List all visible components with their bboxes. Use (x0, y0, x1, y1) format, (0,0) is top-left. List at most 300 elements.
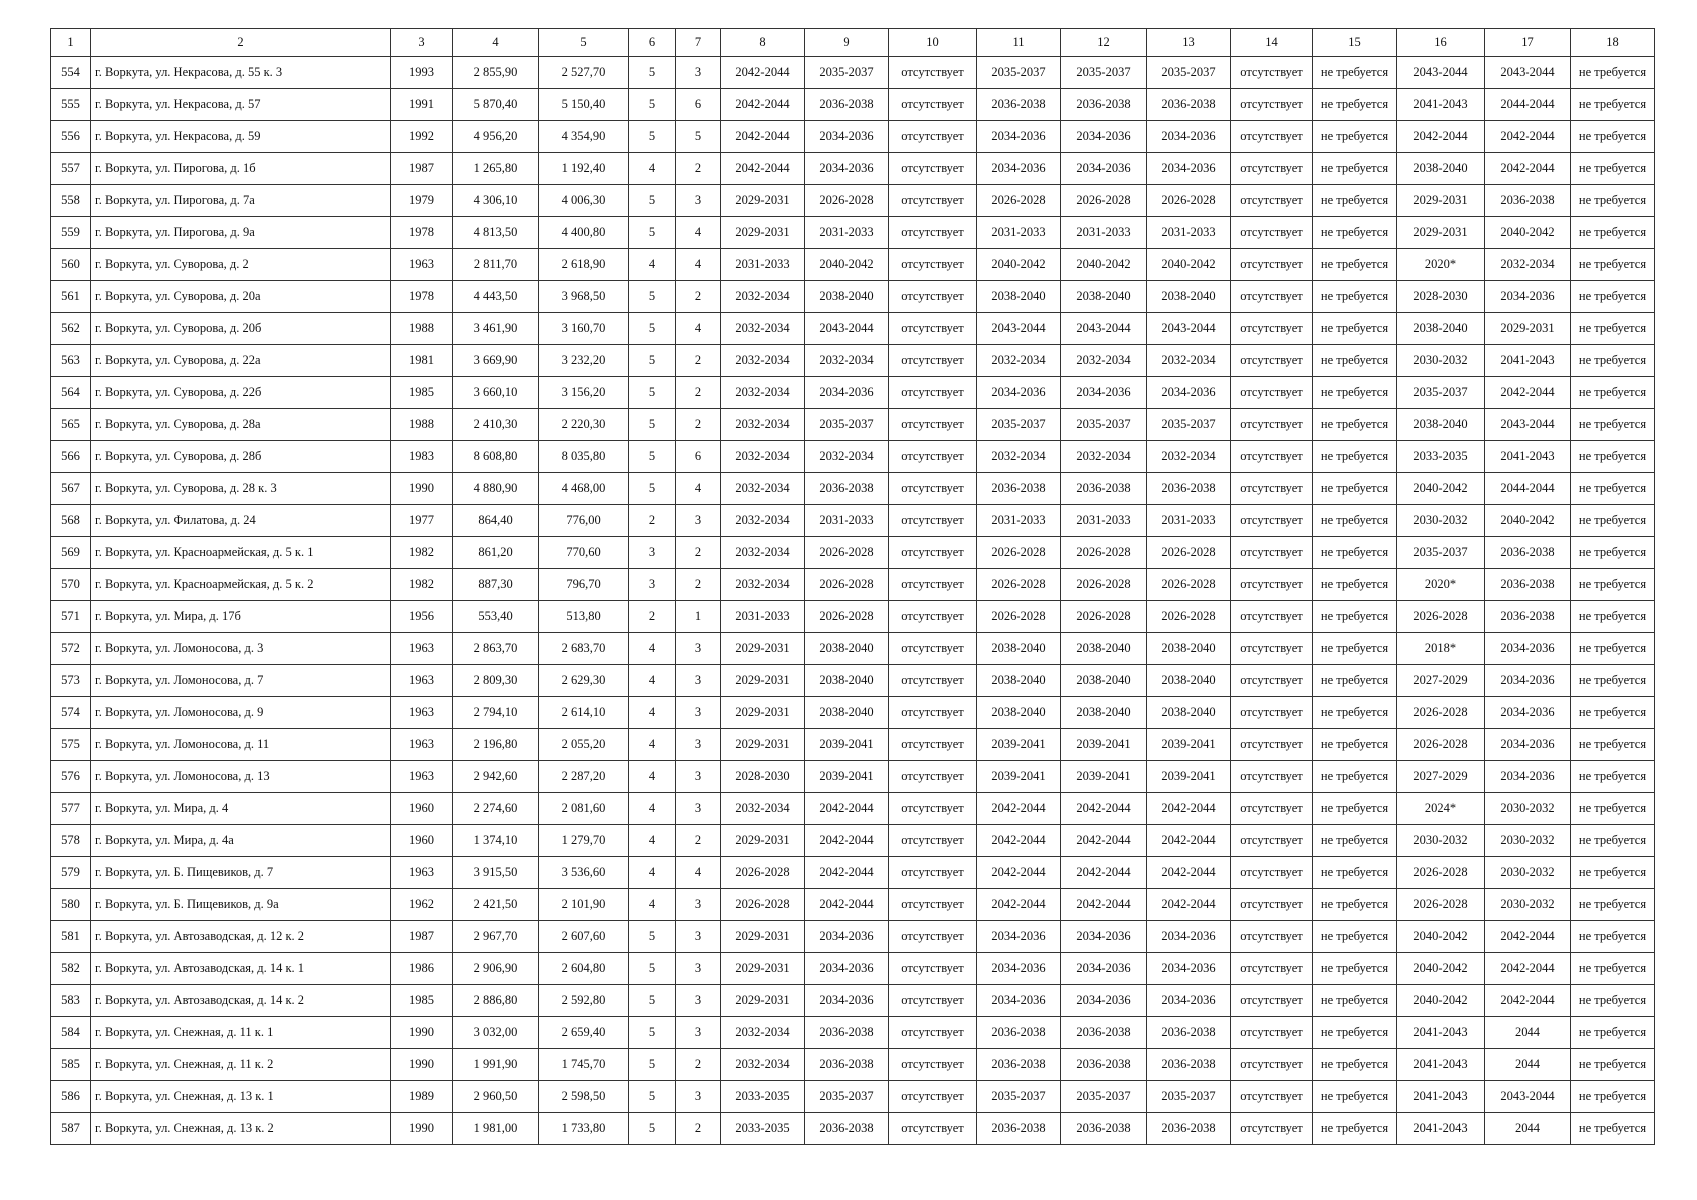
table-cell: 2035-2037 (1397, 537, 1485, 569)
table-cell: 2040-2042 (1397, 921, 1485, 953)
table-cell: 3 (676, 889, 721, 921)
table-cell: не требуется (1571, 665, 1655, 697)
table-cell: 2044-2044 (1485, 473, 1571, 505)
table-cell: 2030-2032 (1397, 825, 1485, 857)
table-cell: 2032-2034 (721, 569, 805, 601)
table-cell: 1978 (391, 281, 453, 313)
table-cell: 2036-2038 (1147, 1017, 1231, 1049)
table-cell: 2034-2036 (805, 985, 889, 1017)
table-row (51, 249, 1655, 281)
table-cell: отсутствует (1231, 921, 1313, 953)
table-cell: 2 410,30 (453, 409, 539, 441)
table-cell: не требуется (1313, 537, 1397, 569)
table-cell: 1977 (391, 505, 453, 537)
table-cell: 2 287,20 (539, 761, 629, 793)
table-cell: 2026-2028 (721, 889, 805, 921)
table-cell: 2034-2036 (1061, 153, 1147, 185)
table-cell: 2032-2034 (721, 537, 805, 569)
table-row (51, 217, 1655, 249)
table-cell: 1 265,80 (453, 153, 539, 185)
table-cell: отсутствует (889, 1113, 977, 1145)
table-cell: 2042-2044 (805, 825, 889, 857)
table-cell: 3 660,10 (453, 377, 539, 409)
table-cell: 2 527,70 (539, 57, 629, 89)
table-cell: 5 (629, 953, 676, 985)
table-cell: 5 (629, 1113, 676, 1145)
table-cell: 5 870,40 (453, 89, 539, 121)
table-cell: 2036-2038 (1485, 185, 1571, 217)
table-cell: 6 (676, 89, 721, 121)
row-number-cell: 558 (51, 185, 91, 217)
table-row (51, 313, 1655, 345)
table-cell: 4 (629, 761, 676, 793)
table-cell: не требуется (1571, 281, 1655, 313)
table-cell: 2 906,90 (453, 953, 539, 985)
table-cell: 2036-2038 (1061, 473, 1147, 505)
table-cell: 2026-2028 (1147, 185, 1231, 217)
table-cell: 2042-2044 (721, 153, 805, 185)
address-cell: г. Воркута, ул. Снежная, д. 11 к. 1 (91, 1017, 391, 1049)
table-cell: 553,40 (453, 601, 539, 633)
table-cell: 2036-2038 (1485, 537, 1571, 569)
table-row (51, 1017, 1655, 1049)
row-number-cell: 561 (51, 281, 91, 313)
table-cell: не требуется (1571, 185, 1655, 217)
table-cell: 5 (629, 1081, 676, 1113)
table-cell: 2026-2028 (1397, 697, 1485, 729)
table-cell: 2034-2036 (977, 921, 1061, 953)
table-cell: 2032-2034 (721, 793, 805, 825)
table-cell: отсутствует (1231, 985, 1313, 1017)
table-cell: 2027-2029 (1397, 761, 1485, 793)
table-cell: 5 (629, 921, 676, 953)
table-cell: 4 (676, 217, 721, 249)
table-cell: 4 400,80 (539, 217, 629, 249)
table-cell: отсутствует (889, 953, 977, 985)
table-row (51, 57, 1655, 89)
table-cell: не требуется (1571, 985, 1655, 1017)
address-cell: г. Воркута, ул. Суворова, д. 28а (91, 409, 391, 441)
table-cell: 1 733,80 (539, 1113, 629, 1145)
table-cell: 3 (676, 633, 721, 665)
address-cell: г. Воркута, ул. Мира, д. 17б (91, 601, 391, 633)
table-row (51, 761, 1655, 793)
table-cell: 2031-2033 (1061, 217, 1147, 249)
table-cell: отсутствует (1231, 409, 1313, 441)
table-cell: 3 156,20 (539, 377, 629, 409)
table-cell: 2040-2042 (1397, 985, 1485, 1017)
row-number-cell: 570 (51, 569, 91, 601)
table-cell: 2043-2044 (1147, 313, 1231, 345)
table-cell: не требуется (1313, 729, 1397, 761)
table-cell: 8 608,80 (453, 441, 539, 473)
table-cell: 2 (629, 505, 676, 537)
table-row (51, 825, 1655, 857)
table-cell: 2026-2028 (977, 537, 1061, 569)
table-cell: отсутствует (889, 761, 977, 793)
table-cell: 5 (629, 473, 676, 505)
table-cell: 2042-2044 (1147, 857, 1231, 889)
table-cell: 2032-2034 (721, 1049, 805, 1081)
table-cell: 3 (676, 185, 721, 217)
table-cell: 5 (629, 185, 676, 217)
table-cell: отсутствует (889, 1017, 977, 1049)
table-cell: 2042-2044 (1485, 377, 1571, 409)
address-cell: г. Воркута, ул. Ломоносова, д. 13 (91, 761, 391, 793)
table-cell: 2029-2031 (721, 633, 805, 665)
address-cell: г. Воркута, ул. Красноармейская, д. 5 к. 1 (91, 537, 391, 569)
table-cell: не требуется (1571, 569, 1655, 601)
table-cell: 2 855,90 (453, 57, 539, 89)
table-cell: 2036-2038 (977, 89, 1061, 121)
table-cell: 1982 (391, 569, 453, 601)
table-cell: 2036-2038 (1147, 1113, 1231, 1145)
table-cell: 2 811,70 (453, 249, 539, 281)
table-cell: отсутствует (889, 665, 977, 697)
table-cell: 2038-2040 (977, 633, 1061, 665)
table-cell: не требуется (1571, 377, 1655, 409)
table-row (51, 345, 1655, 377)
table-cell: 2036-2038 (1061, 1017, 1147, 1049)
column-number-row (51, 29, 1655, 57)
table-cell: 2 794,10 (453, 697, 539, 729)
table-cell: 2035-2037 (977, 57, 1061, 89)
table-cell: не требуется (1313, 1113, 1397, 1145)
table-cell: 4 443,50 (453, 281, 539, 313)
table-cell: 2029-2031 (1485, 313, 1571, 345)
table-cell: отсутствует (889, 441, 977, 473)
address-cell: г. Воркута, ул. Красноармейская, д. 5 к. 2 (91, 569, 391, 601)
table-cell: 2038-2040 (1397, 153, 1485, 185)
table-cell: 2026-2028 (1147, 537, 1231, 569)
table-cell: 2042-2044 (1061, 889, 1147, 921)
table-cell: 2029-2031 (721, 985, 805, 1017)
table-cell: 4 (629, 825, 676, 857)
table-row (51, 409, 1655, 441)
table-cell: 1983 (391, 441, 453, 473)
table-cell: 2 629,30 (539, 665, 629, 697)
table-cell: 2036-2038 (805, 1113, 889, 1145)
table-cell: 5 (629, 281, 676, 313)
table-cell: 2034-2036 (1485, 281, 1571, 313)
table-cell: 2035-2037 (1061, 1081, 1147, 1113)
table-cell: 3 232,20 (539, 345, 629, 377)
table-cell: 2035-2037 (1147, 1081, 1231, 1113)
table-cell: 1991 (391, 89, 453, 121)
table-cell: 2035-2037 (805, 1081, 889, 1113)
table-cell: 4 (676, 473, 721, 505)
column-number-cell: 9 (805, 29, 889, 57)
table-cell: 776,00 (539, 505, 629, 537)
table-row (51, 1049, 1655, 1081)
row-number-cell: 584 (51, 1017, 91, 1049)
column-number-cell: 3 (391, 29, 453, 57)
table-cell: не требуется (1571, 121, 1655, 153)
table-cell: 2032-2034 (977, 345, 1061, 377)
table-row (51, 729, 1655, 761)
row-number-cell: 572 (51, 633, 91, 665)
table-cell: 2032-2034 (721, 409, 805, 441)
table-cell: 2042-2044 (805, 793, 889, 825)
table-cell: не требуется (1571, 825, 1655, 857)
table-cell: 2041-2043 (1397, 1017, 1485, 1049)
table-cell: отсутствует (889, 633, 977, 665)
table-cell: отсутствует (889, 281, 977, 313)
table-cell: 2038-2040 (805, 665, 889, 697)
row-number-cell: 578 (51, 825, 91, 857)
table-row (51, 857, 1655, 889)
table-cell: 2042-2044 (1485, 985, 1571, 1017)
row-number-cell: 580 (51, 889, 91, 921)
table-cell: 1987 (391, 153, 453, 185)
table-cell: 2031-2033 (1061, 505, 1147, 537)
table-cell: отсутствует (1231, 153, 1313, 185)
table-cell: 2030-2032 (1485, 825, 1571, 857)
table-cell: отсутствует (889, 857, 977, 889)
table-cell: отсутствует (889, 217, 977, 249)
table-cell: отсутствует (1231, 729, 1313, 761)
table-cell: 2041-2043 (1397, 1113, 1485, 1145)
table-cell: 2 592,80 (539, 985, 629, 1017)
table-cell: 2038-2040 (805, 633, 889, 665)
table-cell: отсутствует (1231, 313, 1313, 345)
table-cell: 2042-2044 (1061, 793, 1147, 825)
table-cell: 3 (676, 985, 721, 1017)
table-cell: не требуется (1571, 857, 1655, 889)
table-cell: 1978 (391, 217, 453, 249)
table-cell: 2 598,50 (539, 1081, 629, 1113)
table-cell: отсутствует (889, 729, 977, 761)
table-cell: 2 683,70 (539, 633, 629, 665)
table-cell: 4 (629, 729, 676, 761)
row-number-cell: 564 (51, 377, 91, 409)
address-cell: г. Воркута, ул. Снежная, д. 13 к. 2 (91, 1113, 391, 1145)
table-cell: не требуется (1313, 153, 1397, 185)
table-cell: 2035-2037 (1147, 409, 1231, 441)
table-cell: отсутствует (889, 889, 977, 921)
table-cell: 2031-2033 (977, 505, 1061, 537)
table-cell: 3 (676, 793, 721, 825)
row-number-cell: 562 (51, 313, 91, 345)
table-cell: 2 196,80 (453, 729, 539, 761)
table-cell: 4 (676, 857, 721, 889)
table-cell: отсутствует (889, 601, 977, 633)
table-cell: отсутствует (1231, 953, 1313, 985)
table-cell: 2 274,60 (453, 793, 539, 825)
address-cell: г. Воркута, ул. Суворова, д. 28б (91, 441, 391, 473)
table-cell: не требуется (1313, 857, 1397, 889)
address-cell: г. Воркута, ул. Автозаводская, д. 14 к. 1 (91, 953, 391, 985)
table-cell: 2034-2036 (805, 377, 889, 409)
table-row (51, 505, 1655, 537)
table-cell: 2026-2028 (805, 601, 889, 633)
table-cell: 2034-2036 (1147, 377, 1231, 409)
table-cell: отсутствует (1231, 825, 1313, 857)
table-cell: 2038-2040 (1147, 697, 1231, 729)
table-cell: не требуется (1313, 313, 1397, 345)
row-number-cell: 555 (51, 89, 91, 121)
table-cell: не требуется (1571, 601, 1655, 633)
column-number-cell: 13 (1147, 29, 1231, 57)
table-cell: отсутствует (1231, 249, 1313, 281)
table-row (51, 889, 1655, 921)
table-cell: не требуется (1571, 441, 1655, 473)
address-cell: г. Воркута, ул. Ломоносова, д. 9 (91, 697, 391, 729)
table-row (51, 921, 1655, 953)
table-cell: 5 (629, 313, 676, 345)
table-cell: 2042-2044 (1147, 889, 1231, 921)
table-cell: 2032-2034 (805, 345, 889, 377)
address-cell: г. Воркута, ул. Суворова, д. 22а (91, 345, 391, 377)
table-cell: 2029-2031 (721, 729, 805, 761)
table-cell: 513,80 (539, 601, 629, 633)
column-number-cell: 4 (453, 29, 539, 57)
table-cell: отсутствует (889, 345, 977, 377)
table-row (51, 153, 1655, 185)
table-body (51, 29, 1655, 1145)
table-cell: 2032-2034 (977, 441, 1061, 473)
table-cell: 2042-2044 (1485, 921, 1571, 953)
table-cell: 2039-2041 (805, 761, 889, 793)
column-number-cell: 1 (51, 29, 91, 57)
table-cell: 2 (676, 569, 721, 601)
column-number-cell: 5 (539, 29, 629, 57)
table-cell: 2038-2040 (1397, 409, 1485, 441)
row-number-cell: 563 (51, 345, 91, 377)
column-number-cell: 2 (91, 29, 391, 57)
address-cell: г. Воркута, ул. Снежная, д. 11 к. 2 (91, 1049, 391, 1081)
table-row (51, 441, 1655, 473)
table-cell: 2036-2038 (977, 1017, 1061, 1049)
address-cell: г. Воркута, ул. Мира, д. 4 (91, 793, 391, 825)
table-cell: 6 (676, 441, 721, 473)
table-cell: 3 (676, 665, 721, 697)
table-cell: 2026-2028 (1397, 729, 1485, 761)
row-number-cell: 576 (51, 761, 91, 793)
table-cell: 4 (629, 153, 676, 185)
table-cell: не требуется (1571, 89, 1655, 121)
table-cell: 3 032,00 (453, 1017, 539, 1049)
table-cell: отсутствует (1231, 601, 1313, 633)
table-cell: 2 (676, 825, 721, 857)
table-cell: 2032-2034 (721, 377, 805, 409)
table-cell: 2036-2038 (805, 89, 889, 121)
table-cell: 5 150,40 (539, 89, 629, 121)
table-cell: 2042-2044 (977, 889, 1061, 921)
table-cell: 2029-2031 (721, 953, 805, 985)
table-cell: 2029-2031 (721, 697, 805, 729)
table-cell: отсутствует (889, 313, 977, 345)
address-cell: г. Воркута, ул. Суворова, д. 28 к. 3 (91, 473, 391, 505)
table-cell: 2034-2036 (977, 153, 1061, 185)
table-cell: 2036-2038 (1061, 89, 1147, 121)
table-cell: 3 (676, 953, 721, 985)
table-cell: 1992 (391, 121, 453, 153)
table-cell: 1993 (391, 57, 453, 89)
table-cell: 2026-2028 (1397, 601, 1485, 633)
table-cell: 2 (676, 153, 721, 185)
table-row (51, 281, 1655, 313)
table-cell: 2039-2041 (1061, 729, 1147, 761)
table-cell: 2 (676, 345, 721, 377)
table-row (51, 537, 1655, 569)
table-cell: 2034-2036 (1061, 985, 1147, 1017)
table-cell: 2039-2041 (977, 729, 1061, 761)
table-cell: 2 942,60 (453, 761, 539, 793)
table-cell: отсутствует (889, 185, 977, 217)
table-cell: отсутствует (1231, 185, 1313, 217)
table-cell: 2040-2042 (1061, 249, 1147, 281)
table-cell: отсутствует (889, 89, 977, 121)
table-cell: не требуется (1313, 121, 1397, 153)
table-cell: не требуется (1313, 889, 1397, 921)
table-cell: 2035-2037 (1397, 377, 1485, 409)
table-cell: отсутствует (1231, 121, 1313, 153)
table-cell: 2038-2040 (1061, 281, 1147, 313)
table-cell: 4 (676, 249, 721, 281)
table-cell: 2034-2036 (805, 921, 889, 953)
table-cell: 2031-2033 (805, 217, 889, 249)
table-cell: 2042-2044 (1397, 121, 1485, 153)
table-cell: отсутствует (889, 153, 977, 185)
table-cell: 1982 (391, 537, 453, 569)
table-cell: 5 (629, 217, 676, 249)
table-cell: 2033-2035 (721, 1113, 805, 1145)
table-cell: 2034-2036 (1485, 633, 1571, 665)
table-cell: 2026-2028 (977, 601, 1061, 633)
table-cell: отсутствует (1231, 217, 1313, 249)
table-row (51, 985, 1655, 1017)
table-cell: 1963 (391, 697, 453, 729)
table-cell: 2039-2041 (805, 729, 889, 761)
table-cell: 2026-2028 (1147, 569, 1231, 601)
table-cell: 4 (629, 889, 676, 921)
table-cell: 864,40 (453, 505, 539, 537)
table-cell: 2035-2037 (977, 1081, 1061, 1113)
table-cell: отсутствует (889, 121, 977, 153)
table-cell: не требуется (1313, 921, 1397, 953)
table-cell: 2031-2033 (805, 505, 889, 537)
table-cell: 2032-2034 (721, 313, 805, 345)
table-cell: 2032-2034 (1147, 441, 1231, 473)
table-cell: 2040-2042 (1485, 505, 1571, 537)
table-cell: 2028-2030 (721, 761, 805, 793)
table-cell: 4 956,20 (453, 121, 539, 153)
table-cell: 2043-2044 (1485, 1081, 1571, 1113)
table-cell: 3 160,70 (539, 313, 629, 345)
column-number-cell: 12 (1061, 29, 1147, 57)
table-cell: 2042-2044 (721, 57, 805, 89)
address-cell: г. Воркута, ул. Некрасова, д. 59 (91, 121, 391, 153)
table-cell: не требуется (1313, 601, 1397, 633)
table-cell: 1990 (391, 1049, 453, 1081)
row-number-cell: 568 (51, 505, 91, 537)
table-cell: 2036-2038 (1061, 1113, 1147, 1145)
table-cell: отсутствует (1231, 1017, 1313, 1049)
table-cell: 3 (676, 1081, 721, 1113)
table-cell: 1990 (391, 1113, 453, 1145)
table-cell: 2030-2032 (1397, 345, 1485, 377)
table-cell: 4 354,90 (539, 121, 629, 153)
table-cell: 2036-2038 (805, 473, 889, 505)
table-cell: 2 (676, 1113, 721, 1145)
table-cell: 2034-2036 (805, 153, 889, 185)
table-cell: 2034-2036 (1147, 153, 1231, 185)
address-cell: г. Воркута, ул. Мира, д. 4а (91, 825, 391, 857)
table-cell: 2026-2028 (977, 569, 1061, 601)
table-cell: 3 968,50 (539, 281, 629, 313)
table-cell: 5 (629, 345, 676, 377)
